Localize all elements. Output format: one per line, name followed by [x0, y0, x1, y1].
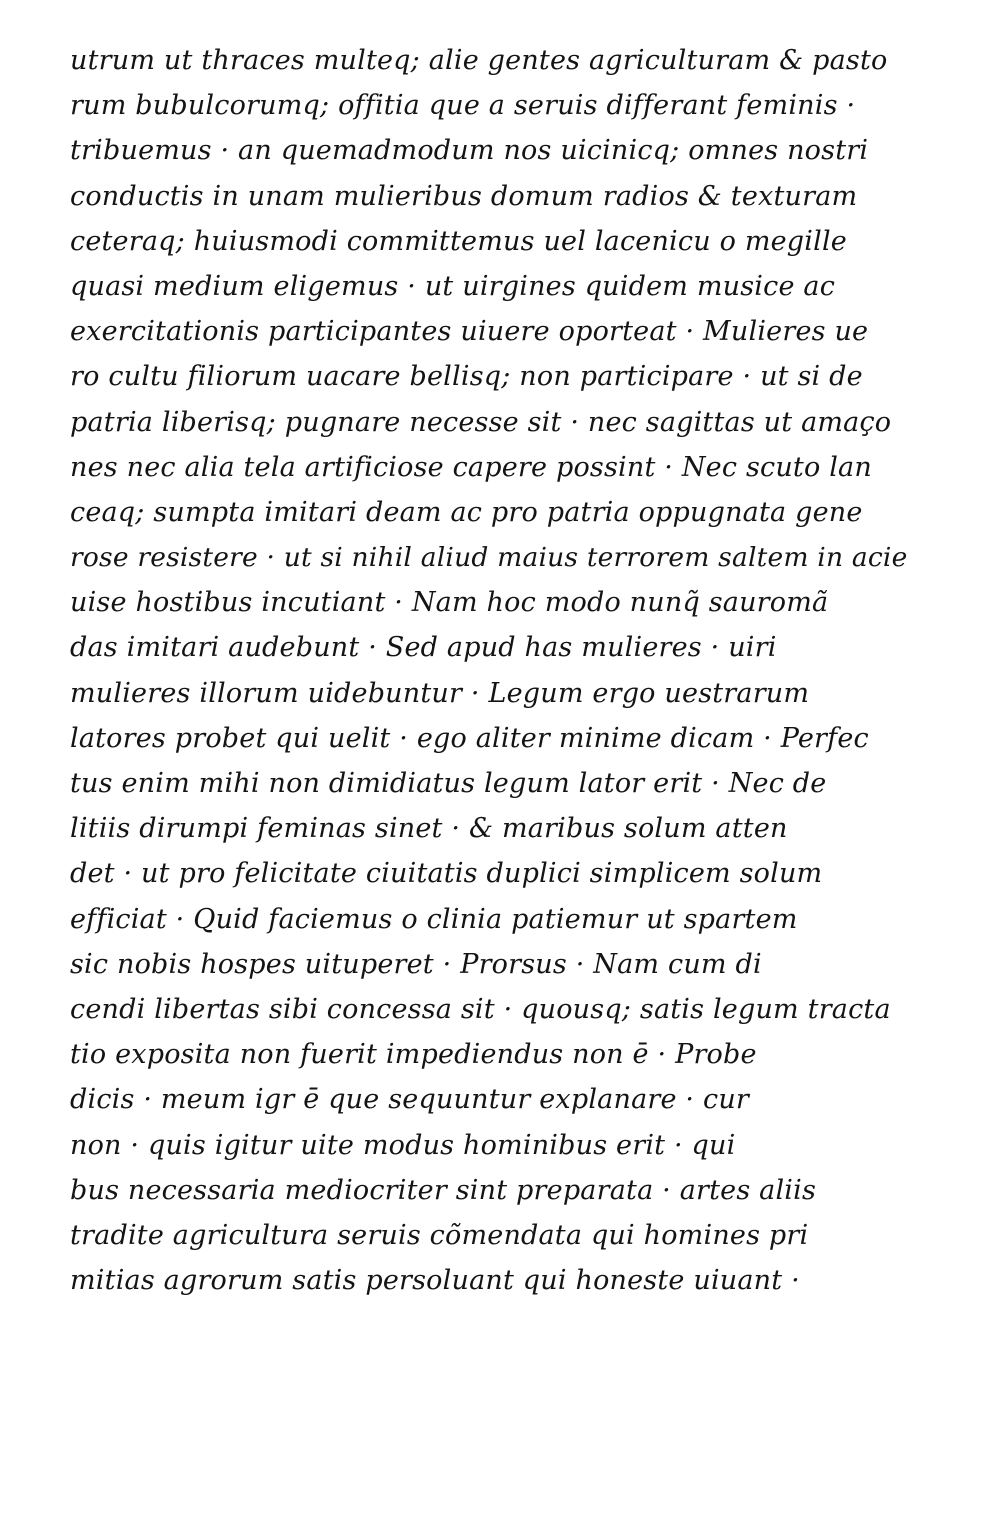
- manuscript-line: ro cultu filiorum uacare bellisq; non participare · ut si de: [70, 361, 863, 393]
- manuscript-line: das imitari audebunt · Sed apud has mulieres · uiri: [70, 632, 777, 664]
- manuscript-line: cendi libertas sibi concessa sit · quousq; satis legum tracta: [70, 993, 891, 1025]
- manuscript-line: utrum ut thraces multeq; alie gentes agriculturam & pasto: [70, 45, 888, 76]
- manuscript-line: ceaq; sumpta imitari deam ac pro patria oppugnata gene: [70, 496, 863, 528]
- manuscript-line: tus enim mihi non dimidiatus legum lator erit · Nec de: [70, 768, 827, 799]
- manuscript-line: ceteraq; huiusmodi committemus uel lacenicu o megille: [70, 225, 847, 257]
- manuscript-line: uise hostibus incutiant · Nam hoc modo nunq̃ sauromã: [70, 587, 829, 619]
- manuscript-text-block: [70, 38, 910, 1303]
- manuscript-line: nes nec alia tela artificiose capere possint · Nec scuto lan: [70, 451, 872, 483]
- manuscript-line: rose resistere · ut si nihil aliud maius terrorem saltem in acie: [70, 542, 908, 574]
- manuscript-line: tribuemus · an quemadmodum nos uicinicq; omnes nostri: [70, 135, 869, 167]
- manuscript-line: sic nobis hospes uituperet · Prorsus · Nam cum di: [70, 948, 762, 980]
- manuscript-line: det · ut pro felicitate ciuitatis duplici simplicem solum: [70, 858, 823, 890]
- manuscript-line: dicis · meum igr ē que sequuntur explanare · cur: [70, 1084, 750, 1116]
- manuscript-line: non · quis igitur uite modus hominibus erit · qui: [70, 1129, 736, 1161]
- manuscript-line: mitias agrorum satis persoluant qui honeste uiuant ·: [70, 1265, 800, 1297]
- manuscript-line: conductis in unam mulieribus domum radios & texturam: [70, 180, 858, 212]
- manuscript-line: litiis dirumpi feminas sinet · & maribus solum atten: [70, 813, 788, 845]
- manuscript-line: latores probet qui uelit · ego aliter minime dicam · Perfec: [70, 722, 869, 754]
- manuscript-line: tio exposita non fuerit impediendus non ē · Probe: [70, 1039, 757, 1071]
- manuscript-line: quasi medium eligemus · ut uirgines quidem musice ac: [70, 270, 836, 302]
- manuscript-line: efficiat · Quid faciemus o clinia patiemur ut spartem: [70, 903, 798, 935]
- manuscript-line: bus necessaria mediocriter sint preparata · artes aliis: [70, 1174, 817, 1206]
- manuscript-line: rum bubulcorumq; offitia que a seruis differant feminis ·: [70, 90, 856, 122]
- manuscript-line: mulieres illorum uidebuntur · Legum ergo uestrarum: [70, 677, 810, 709]
- manuscript-line: patria liberisq; pugnare necesse sit · nec sagittas ut amaço: [70, 406, 892, 438]
- manuscript-line: tradite agricultura seruis cõmendata qui homines pri: [70, 1219, 809, 1251]
- manuscript-line: exercitationis participantes uiuere oporteat · Mulieres ue: [70, 316, 869, 348]
